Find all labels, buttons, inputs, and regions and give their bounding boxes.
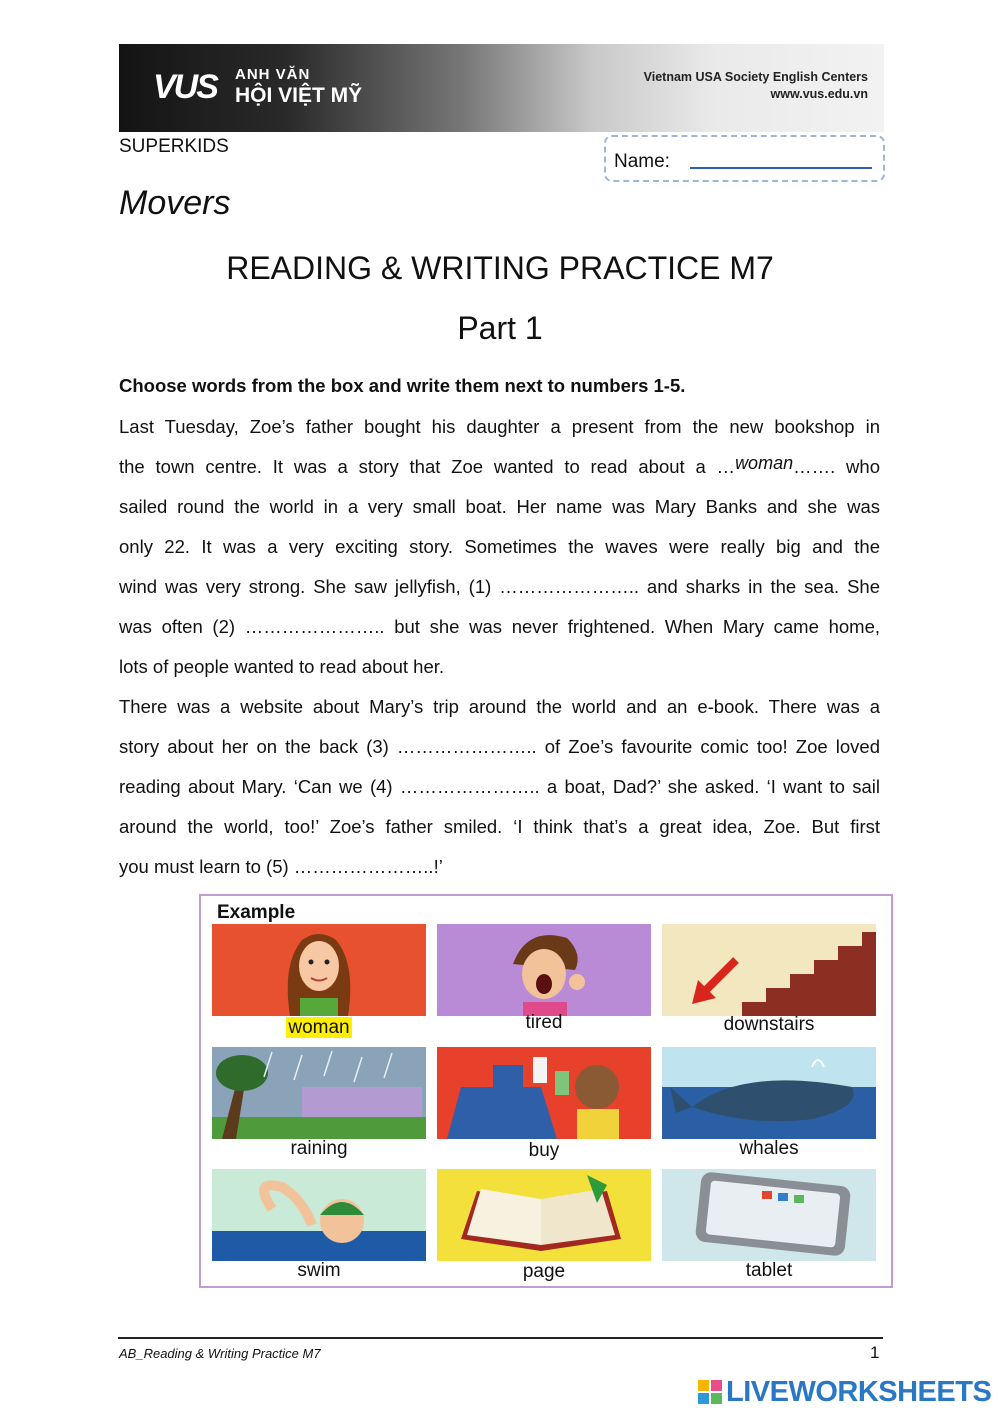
center-website: www.vus.edu.vn — [770, 87, 868, 101]
word-swim: swim — [297, 1260, 341, 1281]
program-label: SUPERKIDS — [119, 136, 229, 157]
word-raining: raining — [290, 1138, 348, 1159]
text-line-with-example: the town centre. It was a story that Zoe wanted to read about a …woman……. who — [119, 453, 880, 477]
story-paragraph-1 — [119, 407, 880, 687]
word-picture-box — [199, 894, 893, 1288]
swim-picture — [212, 1169, 426, 1261]
word-downstairs: downstairs — [723, 1014, 815, 1035]
tablet-picture — [662, 1169, 876, 1261]
example-label: Example — [217, 902, 296, 923]
vus-logo: VUS — [153, 68, 217, 106]
word-tired: tired — [525, 1012, 563, 1033]
text-line-blank-4[interactable]: reading about Mary. ‘Can we (4) ………………….. a boat, Dad?’ she asked. ‘I want to sail — [119, 776, 880, 797]
word-buy: buy — [528, 1140, 560, 1161]
word-tablet: tablet — [745, 1260, 793, 1281]
instruction: Choose words from the box and write them next to numbers 1-5. — [119, 375, 686, 396]
text-line-blank-1[interactable]: wind was very strong. She saw jellyfish, (1) ………………….. and sharks in the sea. She — [119, 576, 880, 597]
text-line: Last Tuesday, Zoe’s father bought his daughter a present from the new bookshop in — [119, 416, 880, 437]
liveworksheets-icon — [698, 1380, 722, 1404]
tired-picture — [437, 924, 651, 1016]
page-title: READING & WRITING PRACTICE M7 — [226, 250, 774, 286]
liveworksheets-logo: LIVEWORKSHEETS — [726, 1376, 992, 1408]
footer-text: AB_Reading & Writing Practice M7 — [119, 1346, 321, 1361]
name-label: Name: — [614, 151, 670, 172]
level-heading: Movers — [119, 184, 231, 222]
part-heading: Part 1 — [457, 310, 543, 346]
logo-text-line1: ANH VĂN — [235, 66, 311, 83]
example-answer: woman — [735, 453, 794, 473]
text-line-blank-5[interactable]: you must learn to (5) …………………..!’ — [119, 856, 443, 877]
page-picture — [437, 1169, 651, 1261]
word-woman: woman — [288, 1017, 350, 1038]
text-line: sailed round the world in a very small boat. Her name was Mary Banks and she was — [119, 496, 880, 517]
word-page: page — [522, 1261, 566, 1282]
logo-text-line2: HỘI VIỆT MỸ — [235, 84, 363, 107]
name-field[interactable] — [604, 135, 885, 182]
raining-picture — [212, 1047, 426, 1139]
center-name: Vietnam USA Society English Centers — [643, 70, 868, 84]
text-line: lots of people wanted to read about her. — [119, 656, 445, 677]
woman-picture — [212, 924, 426, 1016]
text-line: around the world, too!’ Zoe’s father smiled. ‘I think that’s a great idea, Zoe. But first — [119, 816, 880, 837]
buy-picture — [437, 1047, 651, 1139]
text-line-blank-2[interactable]: was often (2) ………………….. but she was never frightened. When Mary came home, — [119, 616, 880, 637]
footer-divider — [118, 1337, 883, 1339]
downstairs-picture — [662, 924, 876, 1016]
header-banner — [119, 44, 884, 132]
name-input-line[interactable] — [690, 167, 872, 169]
story-paragraph-2 — [119, 687, 880, 887]
word-whales: whales — [739, 1138, 799, 1159]
text-line-blank-3[interactable]: story about her on the back (3) ………………….. of Zoe’s favourite comic too! Zoe loved — [119, 736, 880, 757]
text-line: only 22. It was a very exciting story. Sometimes the waves were really big and the — [119, 536, 880, 557]
whales-picture — [662, 1047, 876, 1139]
text-line: There was a website about Mary’s trip around the world and an e-book. There was a — [119, 696, 880, 717]
page-number: 1 — [870, 1343, 880, 1362]
